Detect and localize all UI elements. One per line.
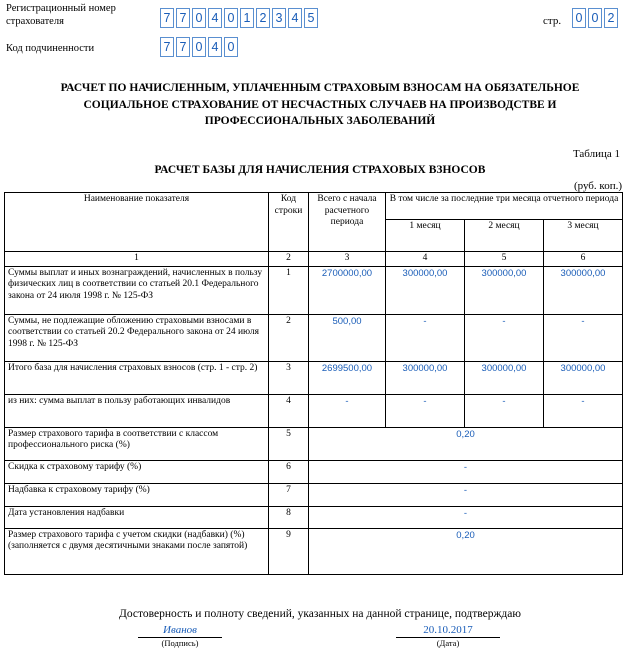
reg-digit[interactable]: 0	[192, 8, 206, 28]
date-block	[396, 624, 500, 649]
reg-digit[interactable]: 5	[304, 8, 318, 28]
col-header-month-2: 2 месяц	[465, 220, 544, 252]
col-number: 6	[544, 252, 623, 267]
signature-value[interactable]: Иванов	[138, 624, 222, 638]
row-month-1-value[interactable]: 300000,00	[386, 361, 465, 394]
table-subtitle: РАСЧЕТ БАЗЫ ДЛЯ НАЧИСЛЕНИЯ СТРАХОВЫХ ВЗНОСОВ	[154, 164, 486, 176]
signature-caption: (Подпись)	[161, 638, 199, 648]
reg-digit[interactable]: 7	[160, 8, 174, 28]
row-total-value[interactable]: 2699500,00	[309, 361, 386, 394]
sub-digit[interactable]: 0	[224, 37, 238, 57]
reg-digit[interactable]: 3	[272, 8, 286, 28]
page-number-cells[interactable]	[572, 8, 620, 28]
sub-digit[interactable]: 7	[160, 37, 174, 57]
sub-digit[interactable]: 0	[192, 37, 206, 57]
col-header-code: Код строки	[269, 193, 309, 252]
col-header-total: Всего с начала расчетного периода	[309, 193, 386, 252]
page-label: стр.	[543, 15, 562, 27]
row-month-3-value[interactable]: -	[544, 314, 623, 361]
row-code: 5	[269, 427, 309, 460]
row-code: 2	[269, 314, 309, 361]
table-number: Таблица 1	[572, 148, 620, 160]
row-name: Суммы, не подлежащие обложению страховыми взносами в соответствии со статьей 20.2 Федерального закона от 24 июля 1998 г. № 125-ФЗ	[5, 314, 269, 361]
row-month-3-value[interactable]: -	[544, 394, 623, 427]
row-month-2-value[interactable]: 300000,00	[465, 266, 544, 314]
calculation-table	[4, 192, 623, 575]
col-number: 1	[5, 252, 269, 267]
row-name: Надбавка к страховому тарифу (%)	[5, 483, 269, 506]
subordination-code-label: Код подчиненности	[6, 43, 95, 54]
table-row	[5, 427, 623, 460]
table-row	[5, 460, 623, 483]
col-header-last-three-months: В том числе за последние три месяца отчетного периода	[386, 193, 623, 220]
row-month-3-value[interactable]: 300000,00	[544, 361, 623, 394]
row-code: 6	[269, 460, 309, 483]
table-row	[5, 314, 623, 361]
row-code: 8	[269, 506, 309, 528]
row-total-value[interactable]: -	[309, 394, 386, 427]
table-row	[5, 394, 623, 427]
table-row	[5, 506, 623, 528]
reg-digit[interactable]: 2	[256, 8, 270, 28]
document-title: РАСЧЕТ ПО НАЧИСЛЕННЫМ, УПЛАЧЕННЫМ СТРАХОВЫМ ВЗНОСАМ НА ОБЯЗАТЕЛЬНОЕ СОЦИАЛЬНОЕ СТРАХОВАНИЕ ОТ НЕСЧАСТНЫХ СЛУЧАЕВ НА ПРОИЗВОДСТВЕ И ПРОФЕССИОНАЛЬНЫХ ЗАБОЛЕВАНИЙ	[60, 82, 580, 127]
col-header-month-3: 3 месяц	[544, 220, 623, 252]
page-digit[interactable]: 0	[588, 8, 602, 28]
table-row	[5, 361, 623, 394]
col-header-month-1: 1 месяц	[386, 220, 465, 252]
row-name: Размер страхового тарифа в соответствии с классом профессионального риска (%)	[5, 427, 269, 460]
col-number: 5	[465, 252, 544, 267]
reg-digit[interactable]: 4	[288, 8, 302, 28]
reg-digit[interactable]: 1	[240, 8, 254, 28]
units-label: (руб. коп.)	[573, 180, 622, 192]
row-code: 3	[269, 361, 309, 394]
row-merged-value[interactable]: -	[309, 460, 623, 483]
date-value[interactable]: 20.10.2017	[396, 624, 500, 638]
col-number: 3	[309, 252, 386, 267]
reg-number-cells[interactable]	[160, 8, 320, 28]
row-month-1-value[interactable]: 300000,00	[386, 266, 465, 314]
date-caption: (Дата)	[436, 638, 460, 648]
page-digit[interactable]: 2	[604, 8, 618, 28]
certification-text: Достоверность и полноту сведений, указанных на данной странице, подтверждаю	[119, 608, 521, 620]
row-merged-value[interactable]: 0,20	[309, 528, 623, 574]
reg-digit[interactable]: 4	[208, 8, 222, 28]
reg-number-label: Регистрационный номер страхователя	[6, 3, 116, 27]
reg-digit[interactable]: 0	[224, 8, 238, 28]
row-name: Суммы выплат и иных вознаграждений, начисленных в пользу физических лиц в соответствии со статьей 20.1 Федерального закона от 24 июля 1998 г. № 125-ФЗ	[5, 266, 269, 314]
row-name: Размер страхового тарифа с учетом скидки (надбавки) (%) (заполняется с двумя десятичными знаками после запятой)	[5, 528, 269, 574]
row-total-value[interactable]: 500,00	[309, 314, 386, 361]
signature-block	[138, 624, 222, 649]
col-number: 2	[269, 252, 309, 267]
table-row	[5, 266, 623, 314]
row-name: Итого база для начисления страховых взносов (стр. 1 - стр. 2)	[5, 361, 269, 394]
row-name: Скидка к страховому тарифу (%)	[5, 460, 269, 483]
sub-digit[interactable]: 4	[208, 37, 222, 57]
page-digit[interactable]: 0	[572, 8, 586, 28]
subordination-code-cells[interactable]	[160, 37, 240, 57]
row-name: из них: сумма выплат в пользу работающих инвалидов	[5, 394, 269, 427]
row-code: 7	[269, 483, 309, 506]
row-code: 1	[269, 266, 309, 314]
col-header-name: Наименование показателя	[5, 193, 269, 252]
table-row	[5, 528, 623, 574]
table-row	[5, 483, 623, 506]
row-month-2-value[interactable]: -	[465, 394, 544, 427]
col-number: 4	[386, 252, 465, 267]
row-merged-value[interactable]: 0,20	[309, 427, 623, 460]
row-month-2-value[interactable]: 300000,00	[465, 361, 544, 394]
sub-digit[interactable]: 7	[176, 37, 190, 57]
row-month-1-value[interactable]: -	[386, 394, 465, 427]
row-month-3-value[interactable]: 300000,00	[544, 266, 623, 314]
row-code: 9	[269, 528, 309, 574]
reg-digit[interactable]: 7	[176, 8, 190, 28]
row-merged-value[interactable]: -	[309, 506, 623, 528]
row-month-1-value[interactable]: -	[386, 314, 465, 361]
row-month-2-value[interactable]: -	[465, 314, 544, 361]
row-merged-value[interactable]: -	[309, 483, 623, 506]
row-name: Дата установления надбавки	[5, 506, 269, 528]
row-code: 4	[269, 394, 309, 427]
row-total-value[interactable]: 2700000,00	[309, 266, 386, 314]
